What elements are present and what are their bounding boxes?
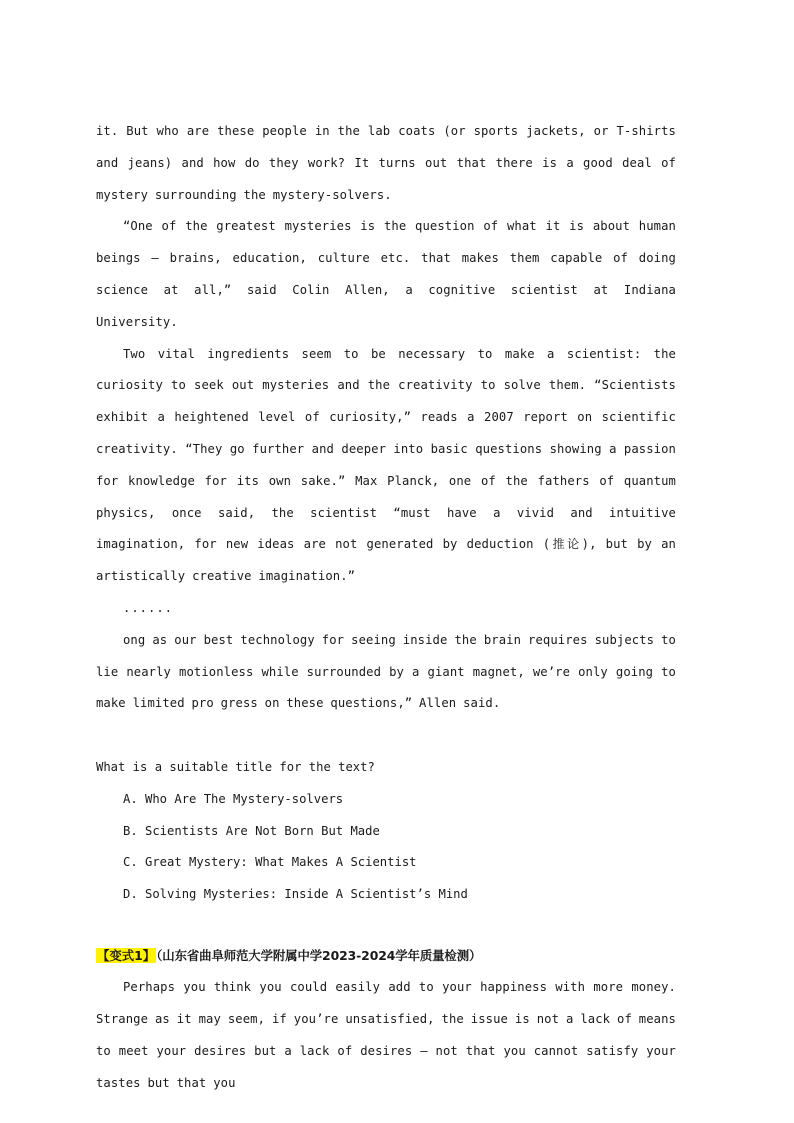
passage-paragraph-1: it. But who are these people in the lab coats (or sports jackets, or T-shirts and jeans) and how do they work? It turns out that there is a good deal of mystery surrounding the mystery-solvers. (96, 124, 676, 202)
option-d: D. Solving Mysteries: Inside A Scientist’s Mind (123, 886, 468, 901)
variant-heading (96, 940, 676, 972)
option-b: B. Scientists Are Not Born But Made (123, 823, 380, 838)
passage-paragraph-2: “One of the greatest mysteries is the question of what it is about human beings — brains, education, culture etc. that makes them capable of doing science at all,” said Colin Allen, a cognitive scientist at Indiana University. (96, 219, 676, 329)
answer-options (96, 784, 676, 910)
passage-paragraph-3: Two vital ingredients seem to be necessary to make a scientist: the curiosity to seek out mysteries and the creativity to solve them. “Scientists exhibit a heightened level of curiosity,” reads a 2007 report on scientific creativity. “They go further and deeper into basic questions showing a passion for knowledge for its own sake.” Max Planck, one of the fathers of quantum physics, once said, the scientist “must have a vivid and intuitive imagination, for new ideas are not generated by deduction (推论), but by an artistically creative imagination.” (96, 346, 676, 584)
variant-tag: 【变式1】 (97, 948, 156, 964)
document-page (96, 116, 676, 1099)
variant-source: （山东省曲阜师范大学附属中学2023-2024学年质量检测） (156, 948, 482, 964)
passage-ellipsis: ...... (123, 600, 174, 615)
spacer (96, 720, 676, 752)
option-a: A. Who Are The Mystery-solvers (123, 791, 344, 806)
variant-paragraph-1: Perhaps you think you could easily add to your happiness with more money. Strange as it may seem, if you’re unsatisfied, the issue is not a lack of means to meet your desires but a lack of desires — not that you cannot satisfy your tastes but that you (96, 980, 676, 1090)
passage-paragraph-4: ong as our best technology for seeing inside the brain requires subjects to lie nearly motionless while surrounded by a giant magnet, we’re only going to make limited pro gress on these questions,” Allen said. (96, 632, 676, 711)
question-text: What is a suitable title for the text? (96, 760, 375, 775)
option-c: C. Great Mystery: What Makes A Scientist (123, 855, 417, 870)
